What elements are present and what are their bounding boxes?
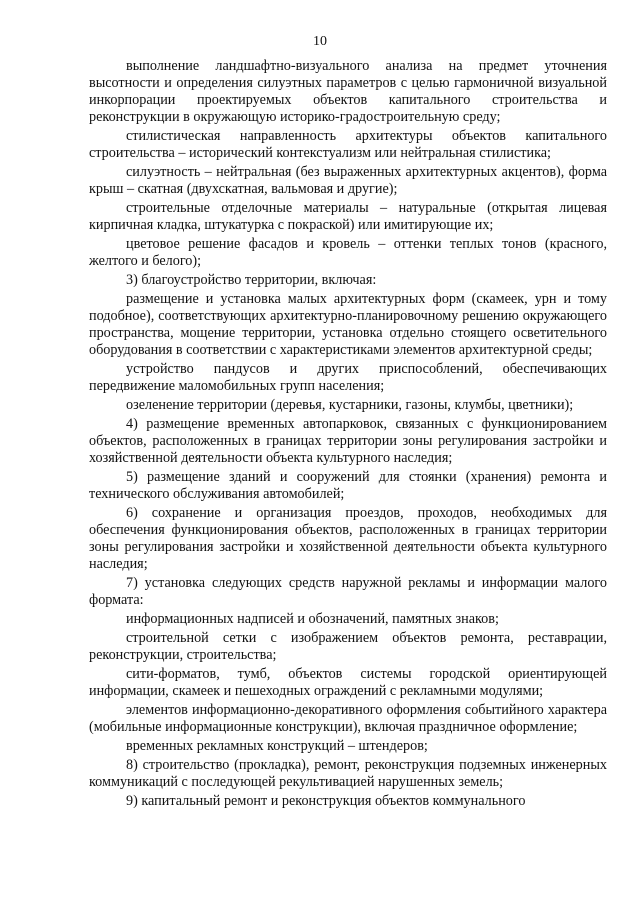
list-item-3: 3) благоустройство территории, включая: bbox=[126, 272, 377, 288]
paragraph: строительной сетки с изображением объектов ремонта, реставрации, реконструкции, строительства; bbox=[89, 630, 607, 663]
list-item-4: 4) размещение временных автопарковок, связанных с функционированием объектов, расположенных в границах территории зоны регулирования застройки и хозяйственной деятельности объекта культурного наследия; bbox=[89, 416, 607, 466]
paragraph: цветовое решение фасадов и кровель – оттенки теплых тонов (красного, желтого и белого); bbox=[89, 236, 607, 269]
document-body bbox=[89, 58, 607, 810]
page-number: 10 bbox=[313, 34, 327, 49]
paragraph: озеленение территории (деревья, кустарники, газоны, клумбы, цветники); bbox=[126, 397, 574, 413]
paragraph: стилистическая направленность архитектуры объектов капитального строительства – исторический контекстуализм или нейтральная стилистика; bbox=[89, 128, 607, 161]
list-item-8: 8) строительство (прокладка), ремонт, реконструкция подземных инженерных коммуникаций с последующей рекультивацией нарушенных земель; bbox=[89, 757, 607, 790]
list-item-5: 5) размещение зданий и сооружений для стоянки (хранения) ремонта и технического обслуживания автомобилей; bbox=[89, 469, 607, 502]
paragraph: устройство пандусов и других приспособлений, обеспечивающих передвижение маломобильных групп населения; bbox=[89, 361, 607, 394]
list-item-7: 7) установка следующих средств наружной рекламы и информации малого формата: bbox=[89, 575, 607, 608]
paragraph: размещение и установка малых архитектурных форм (скамеек, урн и тому подобное), соответствующих архитектурно-планировочному решению окружающего пространства, мощение территории, установка отдельно стоящего осветительного оборудования в соответствии с характеристиками элементов архитектурной среды; bbox=[89, 291, 607, 358]
list-item-6: 6) сохранение и организация проездов, проходов, необходимых для обеспечения функционирования объектов, расположенных в границах территории зоны регулирования застройки и хозяйственной деятельности объекта культурного наследия; bbox=[89, 505, 607, 572]
paragraph: строительные отделочные материалы – натуральные (открытая лицевая кирпичная кладка, штукатурка с покраской) или имитирующие их; bbox=[89, 200, 607, 233]
paragraph: информационных надписей и обозначений, памятных знаков; bbox=[126, 611, 499, 627]
paragraph: временных рекламных конструкций – штендеров; bbox=[126, 738, 428, 754]
paragraph: сити-форматов, тумб, объектов системы городской ориентирующей информации, скамеек и пешеходных ограждений с рекламными модулями; bbox=[89, 666, 607, 699]
paragraph: силуэтность – нейтральная (без выраженных архитектурных акцентов), форма крыш – скатная (двухскатная, вальмовая и другие); bbox=[89, 164, 607, 197]
list-item-9: 9) капитальный ремонт и реконструкция объектов коммунального bbox=[126, 793, 526, 809]
paragraph: выполнение ландшафтно-визуального анализа на предмет уточнения высотности и определения силуэтных параметров с целью гармоничной визуальной инкорпорации проектируемых объектов капитального строительства и реконструкции в окружающую историко-градостроительную среду; bbox=[89, 58, 607, 125]
paragraph: элементов информационно-декоративного оформления событийного характера (мобильные информационные конструкции), включая праздничное оформление; bbox=[89, 702, 607, 735]
